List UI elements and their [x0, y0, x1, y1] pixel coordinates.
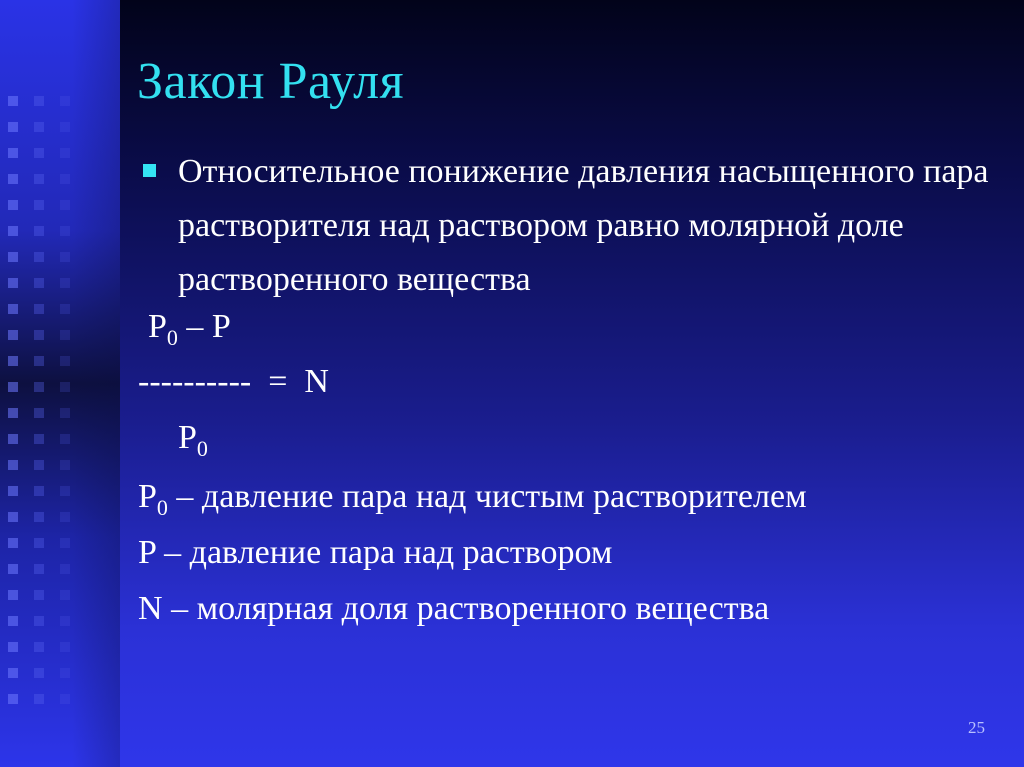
page-number: 25	[968, 718, 985, 737]
definition-p: P – давление пара над раствором	[138, 534, 613, 571]
formula-fraction-line: ---------- = N	[138, 363, 329, 400]
formula-numerator: $P_0$ – P	[148, 308, 231, 350]
slide-title: Закон Рауля	[137, 53, 405, 110]
definition-p0: $P_0$ – давление пара над чистым растворителем	[138, 478, 807, 520]
formula-denominator: $P_0$	[178, 419, 208, 461]
bullet-text: Относительное понижение давления насыщенного пара растворителя над раствором равно молярной доле растворенного вещества	[178, 153, 989, 298]
decorative-left-strip	[0, 0, 120, 767]
definition-n: N – молярная доля растворенного вещества	[138, 590, 770, 627]
bullet-square-icon	[143, 164, 156, 177]
